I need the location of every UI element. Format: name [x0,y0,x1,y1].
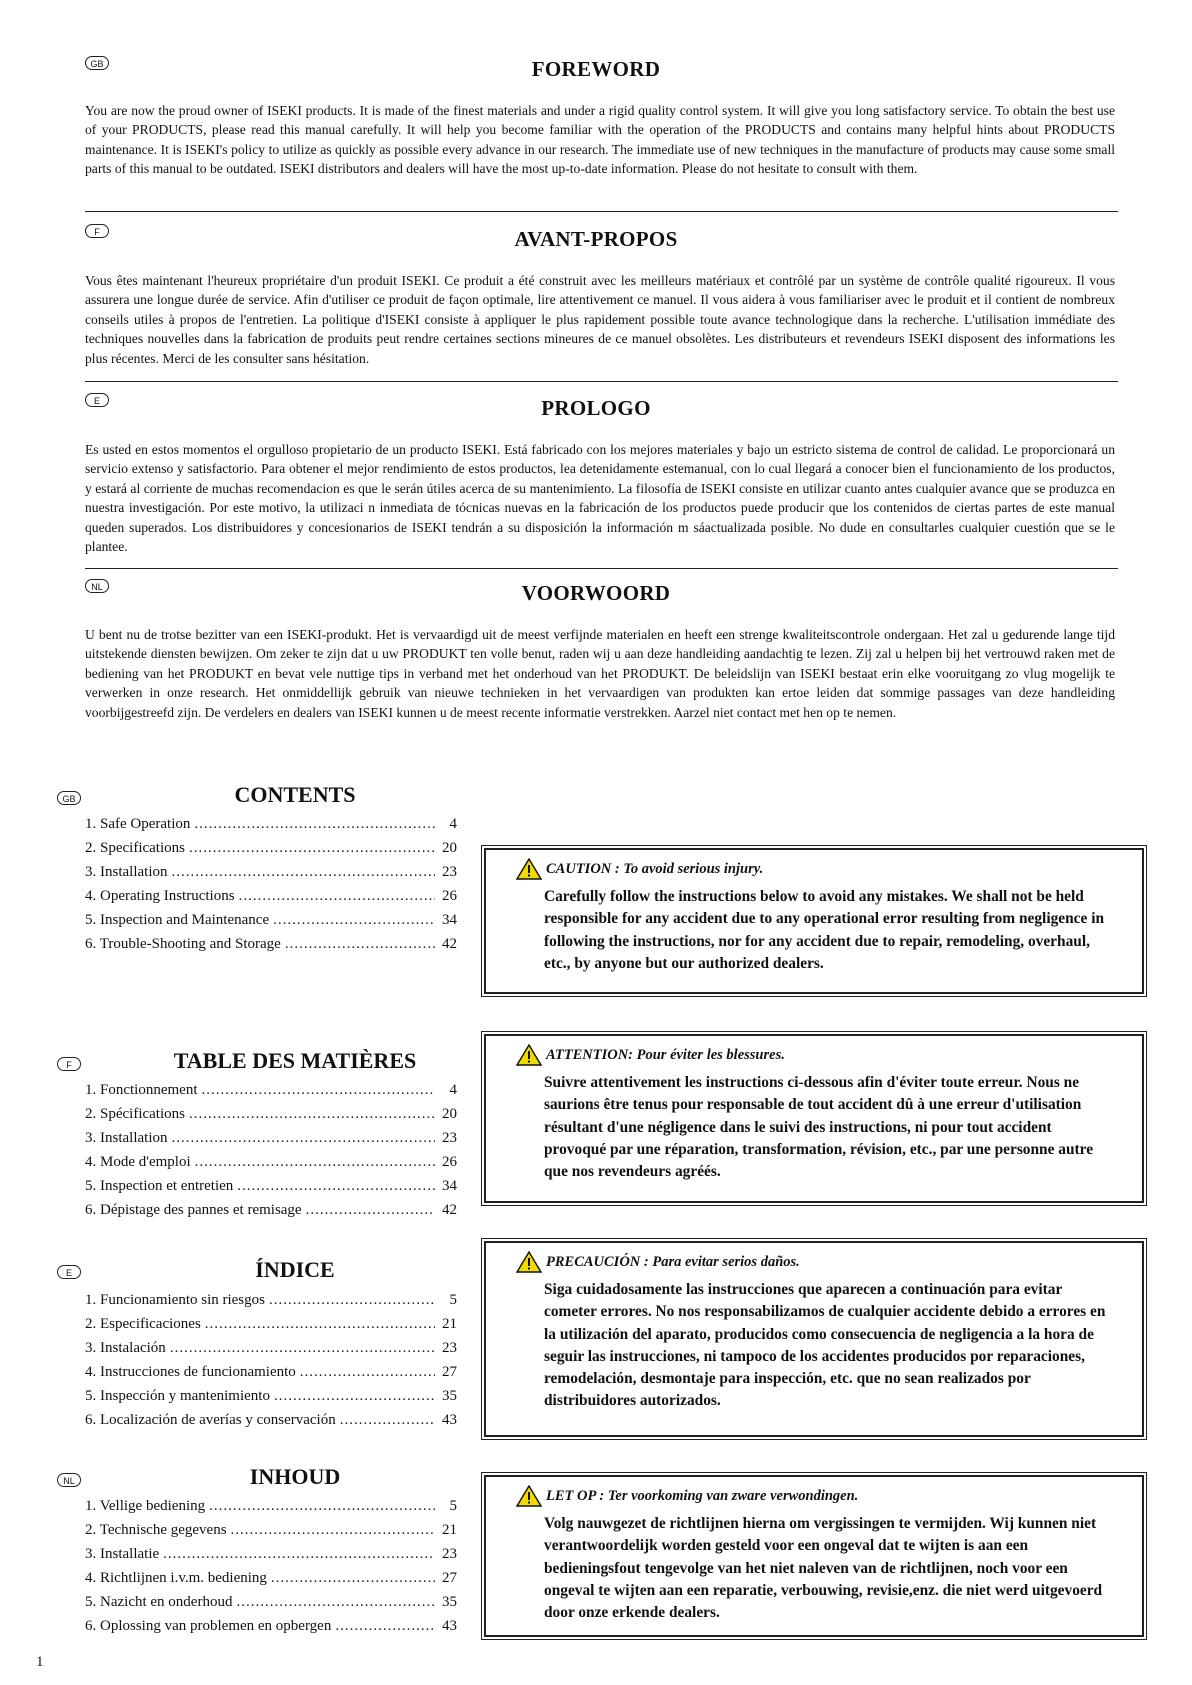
section-title-foreword: FOREWORD [531,57,661,81]
warning-triangle-icon [516,1044,542,1066]
warning-triangle-icon [516,1251,542,1273]
toc-item-page: 26 [442,888,457,904]
toc-item[interactable] [85,1150,457,1174]
toc-item-label: 6. Oplossing van problemen en opbergen [85,1618,332,1634]
toc-item-label: 4. Instrucciones de funcionamiento [85,1364,296,1380]
toc-item[interactable] [85,932,457,956]
caution-text: Suivre attentivement les instructions ci-dessous afin d'éviter toute erreur. Nous ne saurions être tenus pour responsable de tout accident dû à une erreur d'utilisation résultant d'une négligence dans le suivi des instructions, ni pour tout accident provoqué par une réparation, transformation, révision, etc., par une personne autre que nos revendeurs agréés. [544,1074,1094,1181]
toc-item[interactable] [85,1494,457,1518]
toc-item[interactable] [85,1360,457,1384]
toc-item-page: 20 [442,840,457,856]
toc-item[interactable] [85,1126,457,1150]
toc-item[interactable] [85,1336,457,1360]
lang-badge-f: F [85,224,109,238]
section-title-prologo: PROLOGO [541,396,651,420]
toc-title-indice: ÍNDICE [255,1257,335,1282]
caution-box-e [484,1241,1144,1437]
toc-item-page: 21 [442,1316,457,1332]
divider [85,568,1118,569]
caution-box-gb [484,848,1144,994]
warning-triangle-icon [516,858,542,880]
toc-title-table-des-matieres: TABLE DES MATIÈRES [173,1048,417,1073]
toc-item-page: 23 [442,1340,457,1356]
lang-badge-f: F [57,1057,81,1071]
toc-item[interactable] [85,1078,457,1102]
lang-badge-e: E [85,393,109,407]
toc-item[interactable] [85,1590,457,1614]
toc-item-page: 21 [442,1522,457,1538]
toc-item-page: 42 [442,1202,457,1218]
toc-item-page: 43 [442,1618,457,1634]
section-title-voorwoord: VOORWOORD [521,581,671,605]
toc-item-page: 35 [442,1388,457,1404]
toc-item-label: 4. Richtlijnen i.v.m. bediening [85,1570,267,1586]
section-text-avant-propos: Vous êtes maintenant l'heureux propriétaire d'un produit ISEKI. Ce produit a été construit avec les meilleurs matériaux et contrôlé par un système de contrôle qualité rigoureux. Il vous assurera une longue durée de service. Afin d'utiliser ce produit de façon optimale, lire attentivement ce manuel. Il vous aidera à vous familiariser avec le produit et il contient de nombreux conseils utiles à propos de l'entretien. La politique d'ISEKI consiste à appliquer le plus rapidement possible toute avance technologique dans la recherche. L'utilisation immédiate des techniques nouvelles dans la fabrication de produits peut rendre certaines sections mineures de ce manuel obsolètes. Les distributeurs et revendeurs ISEKI disposent des informations les plus récentes. Merci de les consulter sans hésitation. [85,273,1115,366]
lang-badge-gb: GB [57,791,81,805]
section-text-prologo: Es usted en estos momentos el orgulloso propietario de un producto ISEKI. Está fabricado con los mejores materiales y bajo un estricto sistema de control de calidad. Le proporcionará un servicio extenso y satisfactorio. Para obtener el mejor rendimiento de estos productos, lea detenidamente estemanual, con lo cual llegará a conocer bien el funcionamiento de los productos, y estará al corriente de muchas recomendacion es que le serán útiles acerca de su mantenimiento. La filosofía de ISEKI consiste en utilizar cuanto antes cualquier avance que se produzca en nuestra investigación. Por este motivo, la utilizaci n inmediata de tócnicas nuevas en la fabricación de los productos puede producir que los contenidos de ciertas partes de este manual queden superados. Los distribuidores y concesionarios de ISEKI tendrán a su disposición la información m sáactualizada posible. No dude en consultarles cualquier cuestión que se le plantee. [85,442,1115,555]
warning-triangle-icon [516,1485,542,1507]
toc-item-label: 4. Mode d'emploi [85,1154,191,1170]
caution-box-f [484,1034,1144,1203]
divider [85,211,1118,212]
toc-title-inhoud: INHOUD [249,1464,341,1489]
lang-badge-nl: NL [85,579,109,593]
section-text-foreword: You are now the proud owner of ISEKI products. It is made of the finest materials and under a rigid quality control system. It will give you long satisfactory service. To obtain the best use of your PRODUCTS, please read this manual carefully. It will help you become familiar with the operation of the PRODUCTS and contains many helpful hints about PRODUCTS maintenance. It is ISEKI's policy to utilize as quickly as possible every advance in our research. The immediate use of new techniques in the manufacture of products may cause some small parts of this manual to be outdated. ISEKI distributors and dealers will have the most up-to-date information. Please do not hesitate to consult with them. [85,103,1115,177]
toc-item[interactable] [85,1384,457,1408]
toc-item-page: 23 [442,864,457,880]
toc-item[interactable] [85,1312,457,1336]
toc-item-label: 5. Inspection et entretien [85,1178,234,1194]
toc-item-label: 2. Spécifications [85,1106,185,1122]
toc-list [85,812,457,956]
toc-item[interactable] [85,1198,457,1222]
toc-item-page: 34 [442,1178,457,1194]
toc-item-label: 4. Operating Instructions [85,888,235,904]
caution-text: Siga cuidadosamente las instrucciones que aparecen a continuación para evitar cometer errores. No nos responsabilizamos de cualquier accidente debido a errores en la utilización del aparato, producidos como consecuencia de negligencia a la hora de seguir las instrucciones, ni tampoco de los accidentes producidos por reparaciones, remodelación, desmontaje para inspección, etc. que no sean realizados por distribuidores autorizados. [544,1281,1106,1410]
toc-item[interactable] [85,812,457,836]
toc-item[interactable] [85,1408,457,1432]
toc-item-label: 1. Safe Operation [85,816,191,832]
toc-item-page: 43 [442,1412,457,1428]
caution-text: Volg nauwgezet de richtlijnen hierna om vergissingen te vermijden. Wij kunnen niet verantwoordelijk worden gesteld voor een ongeval dat te wijten is aan een bedieningsfout tengevolge van het niet naleven van de richtlijnen, noch voor een ongeval te wijten aan een reparatie, verbouwing, revisie,enz. die niet werd uitgevoerd door onze erkende dealers. [544,1515,1103,1622]
toc-item-page: 27 [442,1570,457,1586]
toc-item-page: 5 [449,1498,457,1514]
toc-item-label: 6. Dépistage des pannes et remisage [85,1202,302,1218]
toc-item-label: 1. Funcionamiento sin riesgos [85,1292,265,1308]
section-text-voorwoord: U bent nu de trotse bezitter van een ISEKI-produkt. Het is vervaardigd uit de meest verfijnde materialen en heeft een strenge kwaliteitscontrole ondergaan. Het zal u gedurende lange tijd uitstekende diensten bewijzen. Om zeker te zijn dat u uw PRODUKT ten volle benut, raden wij u aan deze handleiding aandachtig te lezen. Zij zal u helpen bij het vertrouwd raken met de bediening van het PRODUKT en bevat vele nuttige tips in verband met het onderhoud van het PRODUKT. De beleidslijn van ISEKI bestaat erin elke vooruitgang zo vlug mogelijk te verwerken in onze research. Het onmiddellijk gebruik van nieuwe technieken in het vervaardigen van produkten kan ertoe leiden dat sommige passages van deze handleiding voorbijgestreefd zijn. De verdelers en dealers van ISEKI kunnen u de meest recente informatie verstrekken. Aarzel niet contact met hen op te nemen. [85,627,1115,720]
toc-item-label: 5. Inspección y mantenimiento [85,1388,270,1404]
toc-item-label: 1. Vellige bediening [85,1498,206,1514]
caution-text: Carefully follow the instructions below to avoid any mistakes. We shall not be held responsible for any accident due to any operational error resulting from negligence in following the instructions, nor for any accident due to repair, remodeling, overhaul, etc., by anyone but our authorized dealers. [544,888,1105,972]
caution-heading: PRECAUCIÓN : Para evitar serios daños. [546,1253,800,1270]
toc-item-page: 4 [449,1082,457,1098]
toc-item-label: 3. Installatie [85,1546,160,1562]
toc-item-page: 4 [449,816,457,832]
toc-item-label: 1. Fonctionnement [85,1082,198,1098]
toc-item-page: 34 [442,912,457,928]
toc-item-page: 35 [442,1594,457,1610]
toc-item[interactable] [85,1174,457,1198]
toc-item-page: 5 [449,1292,457,1308]
toc-item[interactable] [85,1518,457,1542]
toc-item-label: 5. Nazicht en onderhoud [85,1594,233,1610]
toc-list [85,1078,457,1222]
lang-badge-nl: NL [57,1473,81,1487]
toc-item-label: 3. Installation [85,864,168,880]
toc-item[interactable] [85,1288,457,1312]
toc-item[interactable] [85,1542,457,1566]
toc-item[interactable] [85,908,457,932]
caution-heading: LET OP : Ter voorkoming van zware verwondingen. [546,1487,859,1504]
caution-heading: ATTENTION: Pour éviter les blessures. [546,1046,785,1063]
divider [85,381,1118,382]
toc-item-page: 42 [442,936,457,952]
caution-box-nl [484,1475,1144,1637]
toc-item-label: 2. Technische gegevens [85,1522,227,1538]
toc-item-label: 3. Installation [85,1130,168,1146]
lang-badge-e: E [57,1265,81,1279]
toc-item[interactable] [85,1102,457,1126]
toc-item-label: 5. Inspection and Maintenance [85,912,270,928]
toc-item[interactable] [85,860,457,884]
toc-item-page: 20 [442,1106,457,1122]
toc-item-page: 23 [442,1130,457,1146]
caution-heading: CAUTION : To avoid serious injury. [546,860,764,877]
toc-item-page: 23 [442,1546,457,1562]
toc-item[interactable] [85,1566,457,1590]
toc-item-label: 3. Instalación [85,1340,166,1356]
toc-item-label: 6. Trouble-Shooting and Storage [85,936,281,952]
toc-item[interactable] [85,884,457,908]
toc-item-label: 2. Specifications [85,840,185,856]
toc-item-label: 2. Especificaciones [85,1316,201,1332]
toc-item-page: 26 [442,1154,457,1170]
toc-list [85,1288,457,1432]
lang-badge-gb: GB [85,56,109,70]
page-number: 1 [36,1654,44,1670]
toc-title-contents: CONTENTS [234,782,356,807]
toc-item-page: 27 [442,1364,457,1380]
section-title-avant-propos: AVANT-PROPOS [514,227,678,251]
toc-item-label: 6. Localización de averías y conservación [85,1412,336,1428]
toc-item[interactable] [85,1614,457,1638]
toc-item[interactable] [85,836,457,860]
toc-list [85,1494,457,1638]
